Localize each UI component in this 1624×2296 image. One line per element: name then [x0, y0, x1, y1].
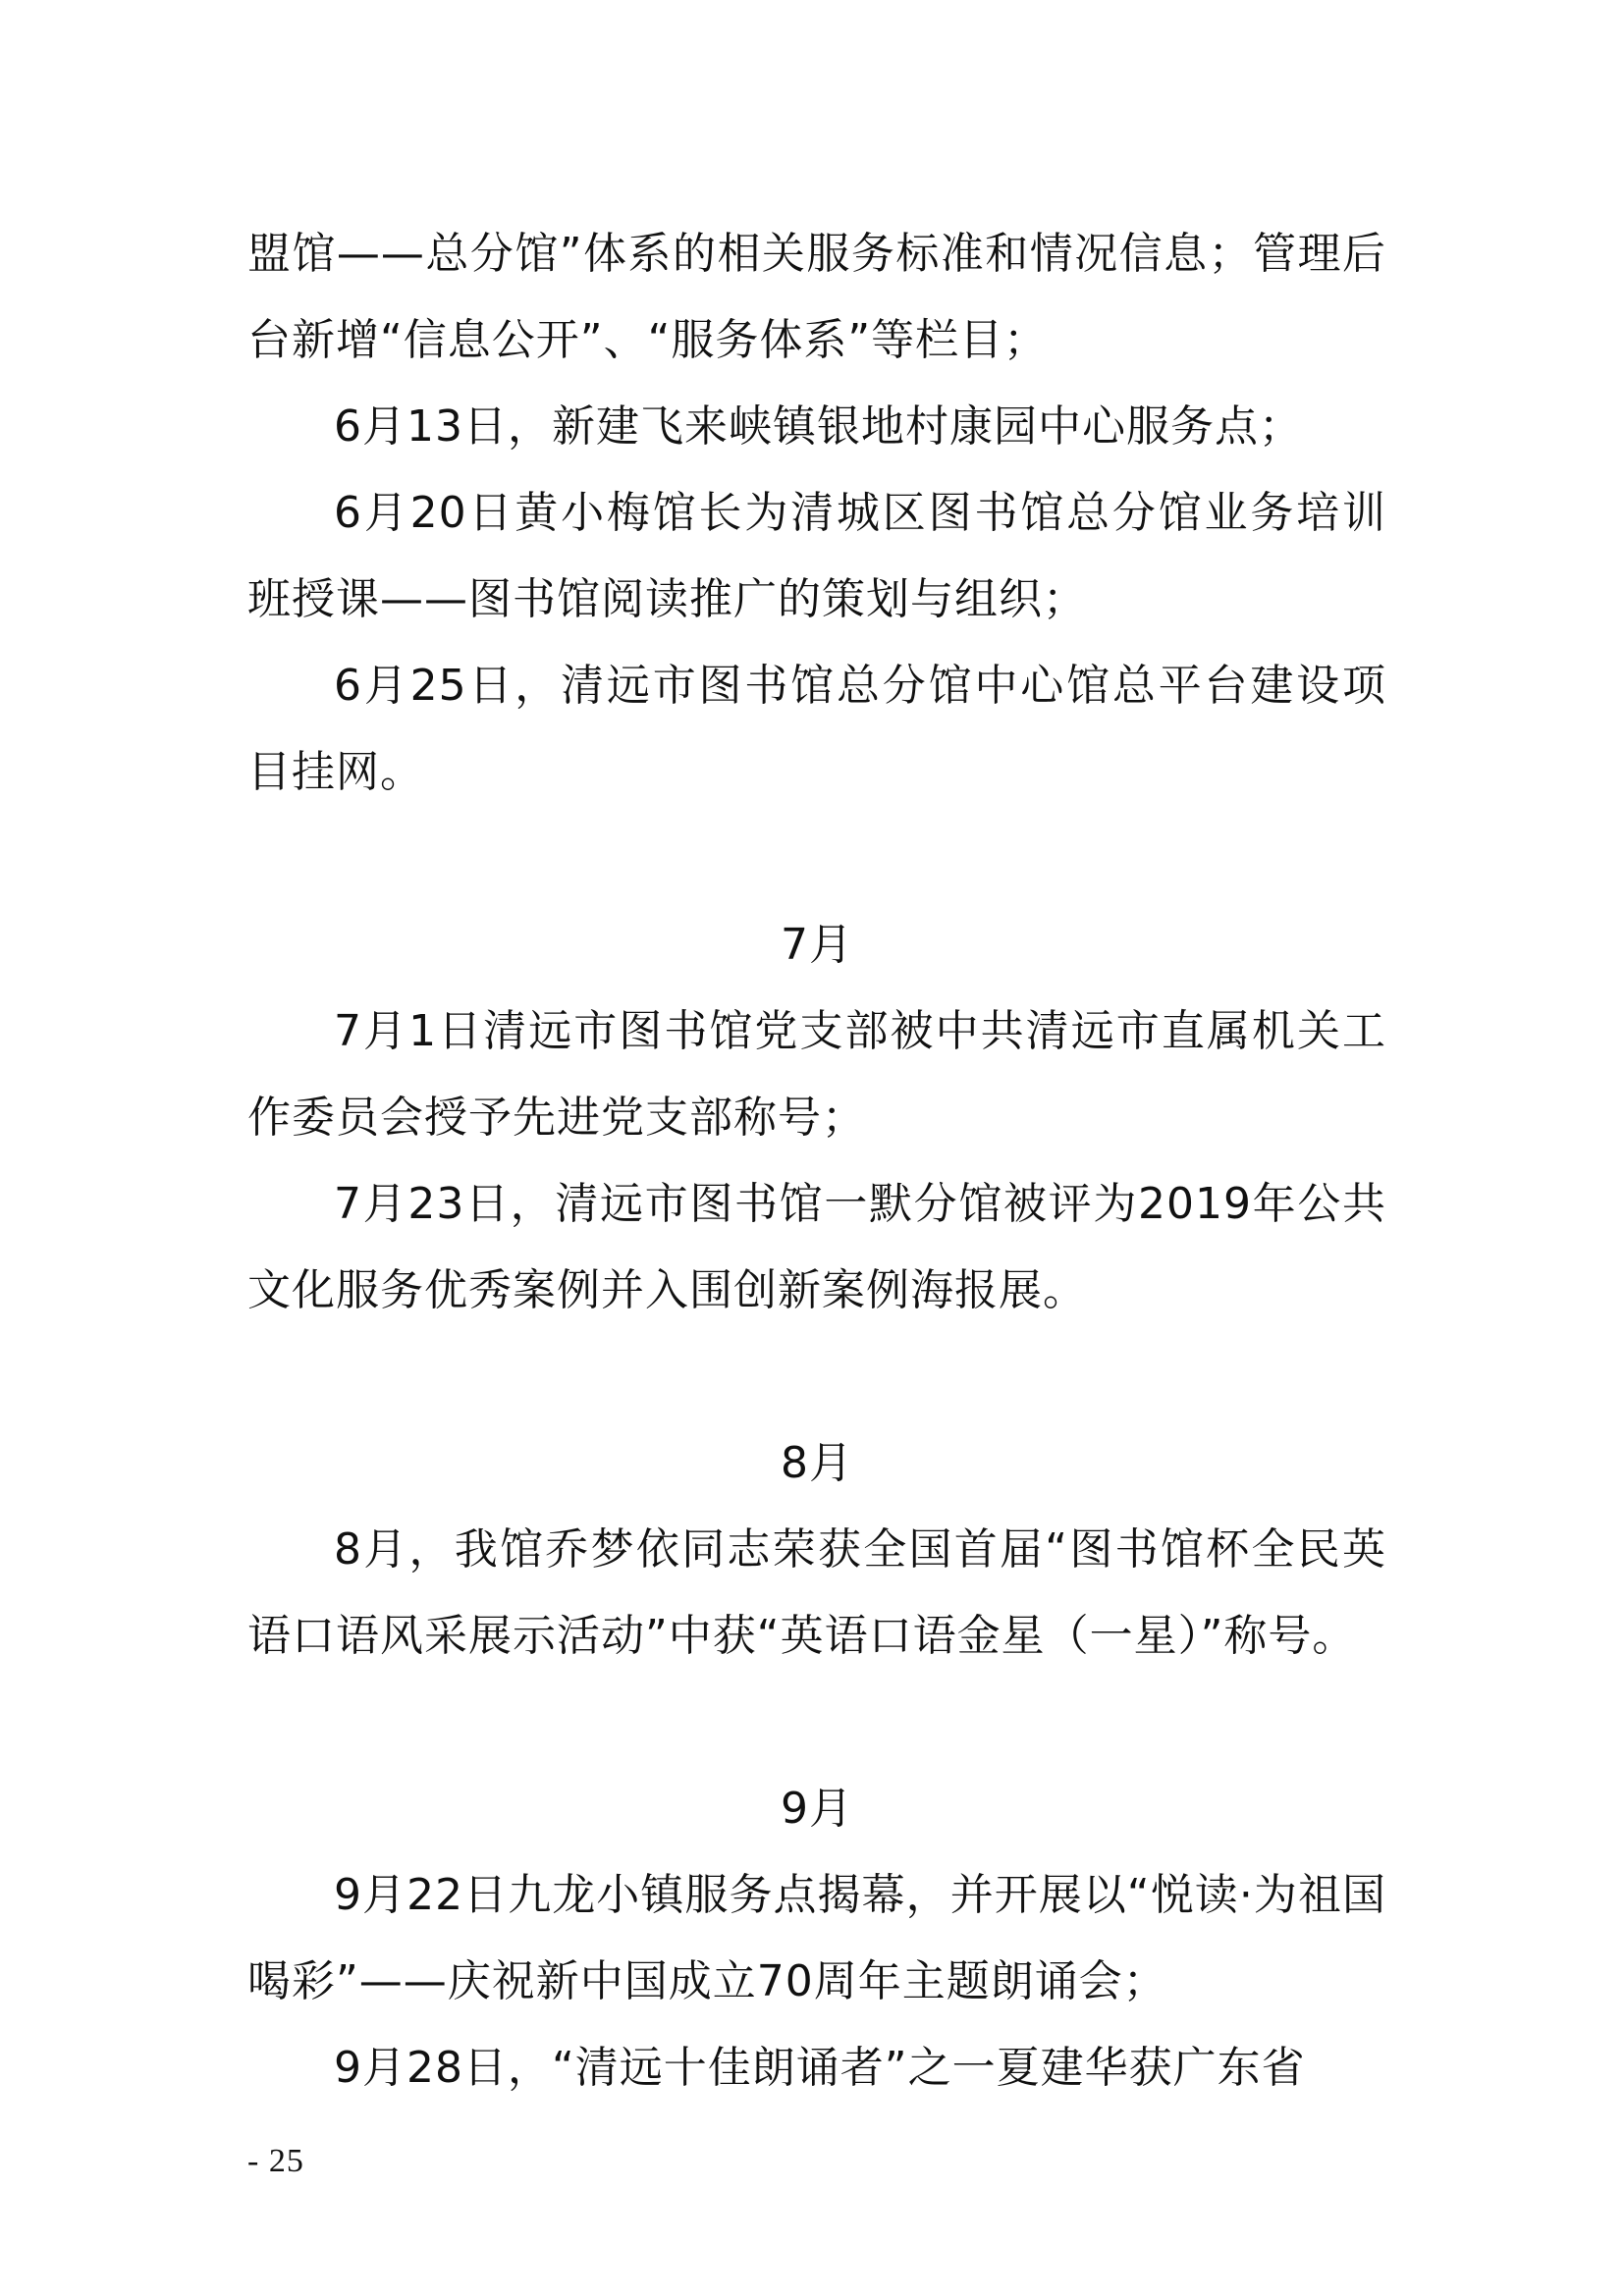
section-spacer: [247, 1680, 1386, 1766]
paragraph: 9月22日九龙小镇服务点揭幕，并开展以“悦读·为祖国喝彩”——庆祝新中国成立70周年主题朗诵会；: [247, 1870, 1386, 2006]
paragraph: 8月，我馆乔梦依同志荣获全国首届“图书馆杯全民英语口语风采展示活动”中获“英语口语金星（一星）”称号。: [247, 1524, 1386, 1661]
paragraph: 7月23日，清远市图书馆一默分馆被评为2019年公共文化服务优秀案例并入围创新案例海报展。: [247, 1179, 1386, 1315]
section-heading-september: 9月: [781, 1784, 853, 1834]
section-heading-august: 8月: [781, 1438, 853, 1488]
paragraph: 6月13日，新建飞来峡镇银地村康园中心服务点；: [334, 401, 1303, 452]
paragraph: 盟馆——总分馆”体系的相关服务标准和情况信息；管理后台新增“信息公开”、“服务体系”等栏目；: [247, 229, 1386, 365]
page-number: - 25: [247, 2143, 304, 2179]
paragraph: 6月20日黄小梅馆长为清城区图书馆总分馆业务培训班授课——图书馆阅读推广的策划与组织；: [247, 488, 1386, 624]
paragraph: 9月28日，“清远十佳朗诵者”之一夏建华获广东省: [334, 2043, 1306, 2093]
section-heading-july: 7月: [781, 920, 853, 970]
paragraph: 7月1日清远市图书馆党支部被中共清远市直属机关工作委员会授予先进党支部称号；: [247, 1006, 1386, 1143]
section-spacer: [247, 1334, 1386, 1420]
section-spacer: [247, 816, 1386, 902]
paragraph: 6月25日，清远市图书馆总分馆中心馆总平台建设项目挂网。: [247, 661, 1386, 797]
document-body: [247, 211, 1386, 2111]
